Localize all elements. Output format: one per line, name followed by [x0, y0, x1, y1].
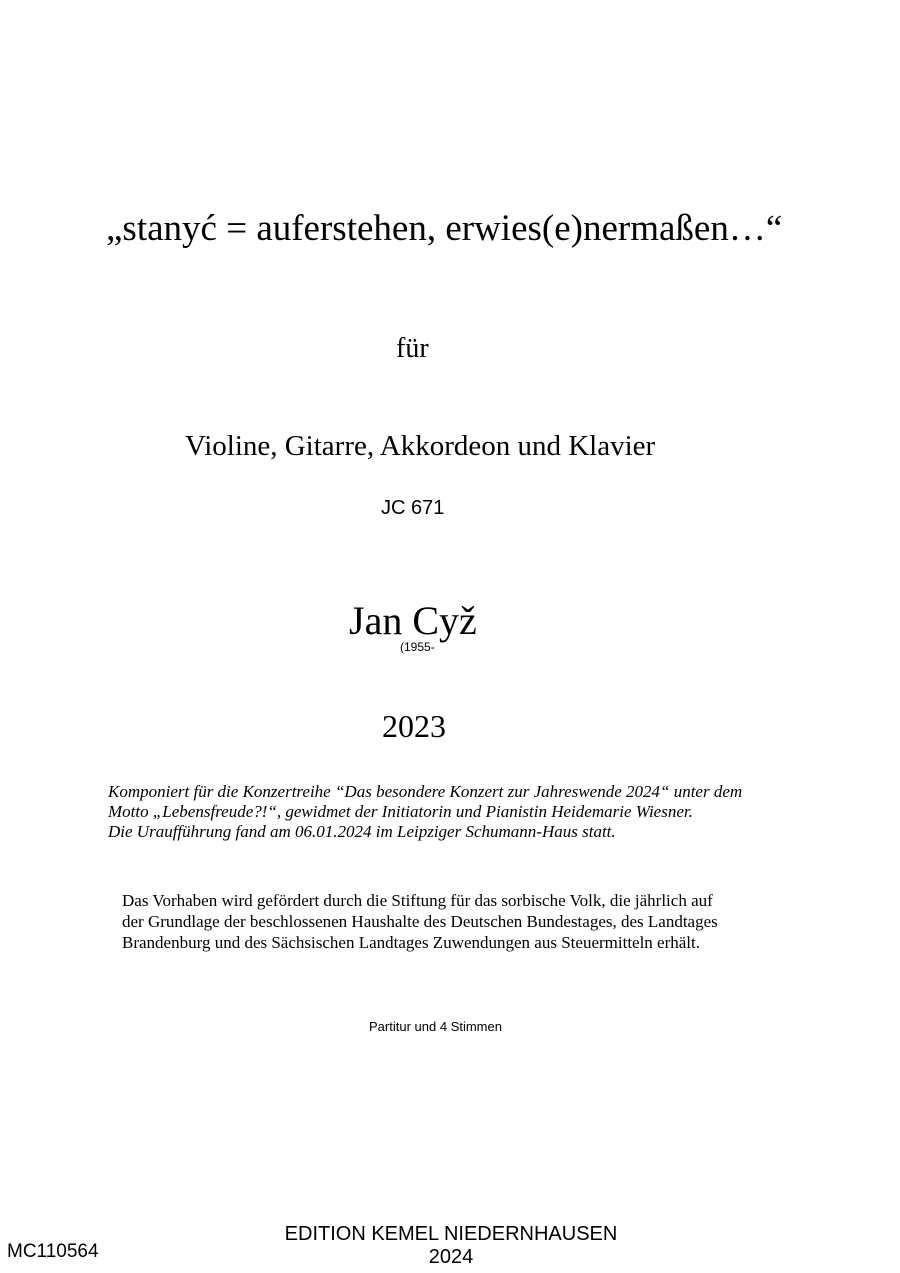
catalog-number: JC 671: [381, 497, 445, 519]
edition-contents: Partitur und 4 Stimmen: [369, 1019, 502, 1034]
dedication-note: [108, 782, 828, 842]
instrumentation: Violine, Gitarre, Akkordeon und Klavier: [185, 430, 656, 462]
publisher-block: [0, 1223, 900, 1269]
for-label: für: [396, 333, 429, 364]
funding-line: der Grundlage der beschlossenen Haushalte des Deutschen Bundestages, des Landtages: [122, 912, 718, 931]
dedication-line: Motto „Lebensfreude?!“, gewidmet der Initiatorin und Pianistin Heidemarie Wiesner.: [108, 802, 693, 821]
work-title-text: „stanyć = auferstehen, erwies(e)nermaßen…“: [106, 208, 783, 249]
publisher-year: 2024: [428, 1246, 474, 1268]
funding-line: Das Vorhaben wird gefördert durch die Stiftung für das sorbische Volk, die jährlich auf: [122, 891, 713, 910]
publisher-name: EDITION KEMEL NIEDERNHAUSEN: [284, 1223, 618, 1245]
dedication-line: Die Uraufführung fand am 06.01.2024 im Leipziger Schumann-Haus statt.: [108, 822, 616, 841]
composition-year: 2023: [382, 708, 446, 744]
composer-years: (1955-: [400, 640, 435, 654]
funding-line: Brandenburg und des Sächsischen Landtages Zuwendungen aus Steuermitteln erhält.: [122, 933, 701, 952]
funding-note: [122, 890, 842, 953]
composer-name: Jan Cyž: [349, 598, 477, 643]
dedication-line: Komponiert für die Konzertreihe “Das besondere Konzert zur Jahreswende 2024“ unter dem: [108, 782, 743, 801]
publisher-catalog-number: MC110564: [7, 1241, 99, 1262]
